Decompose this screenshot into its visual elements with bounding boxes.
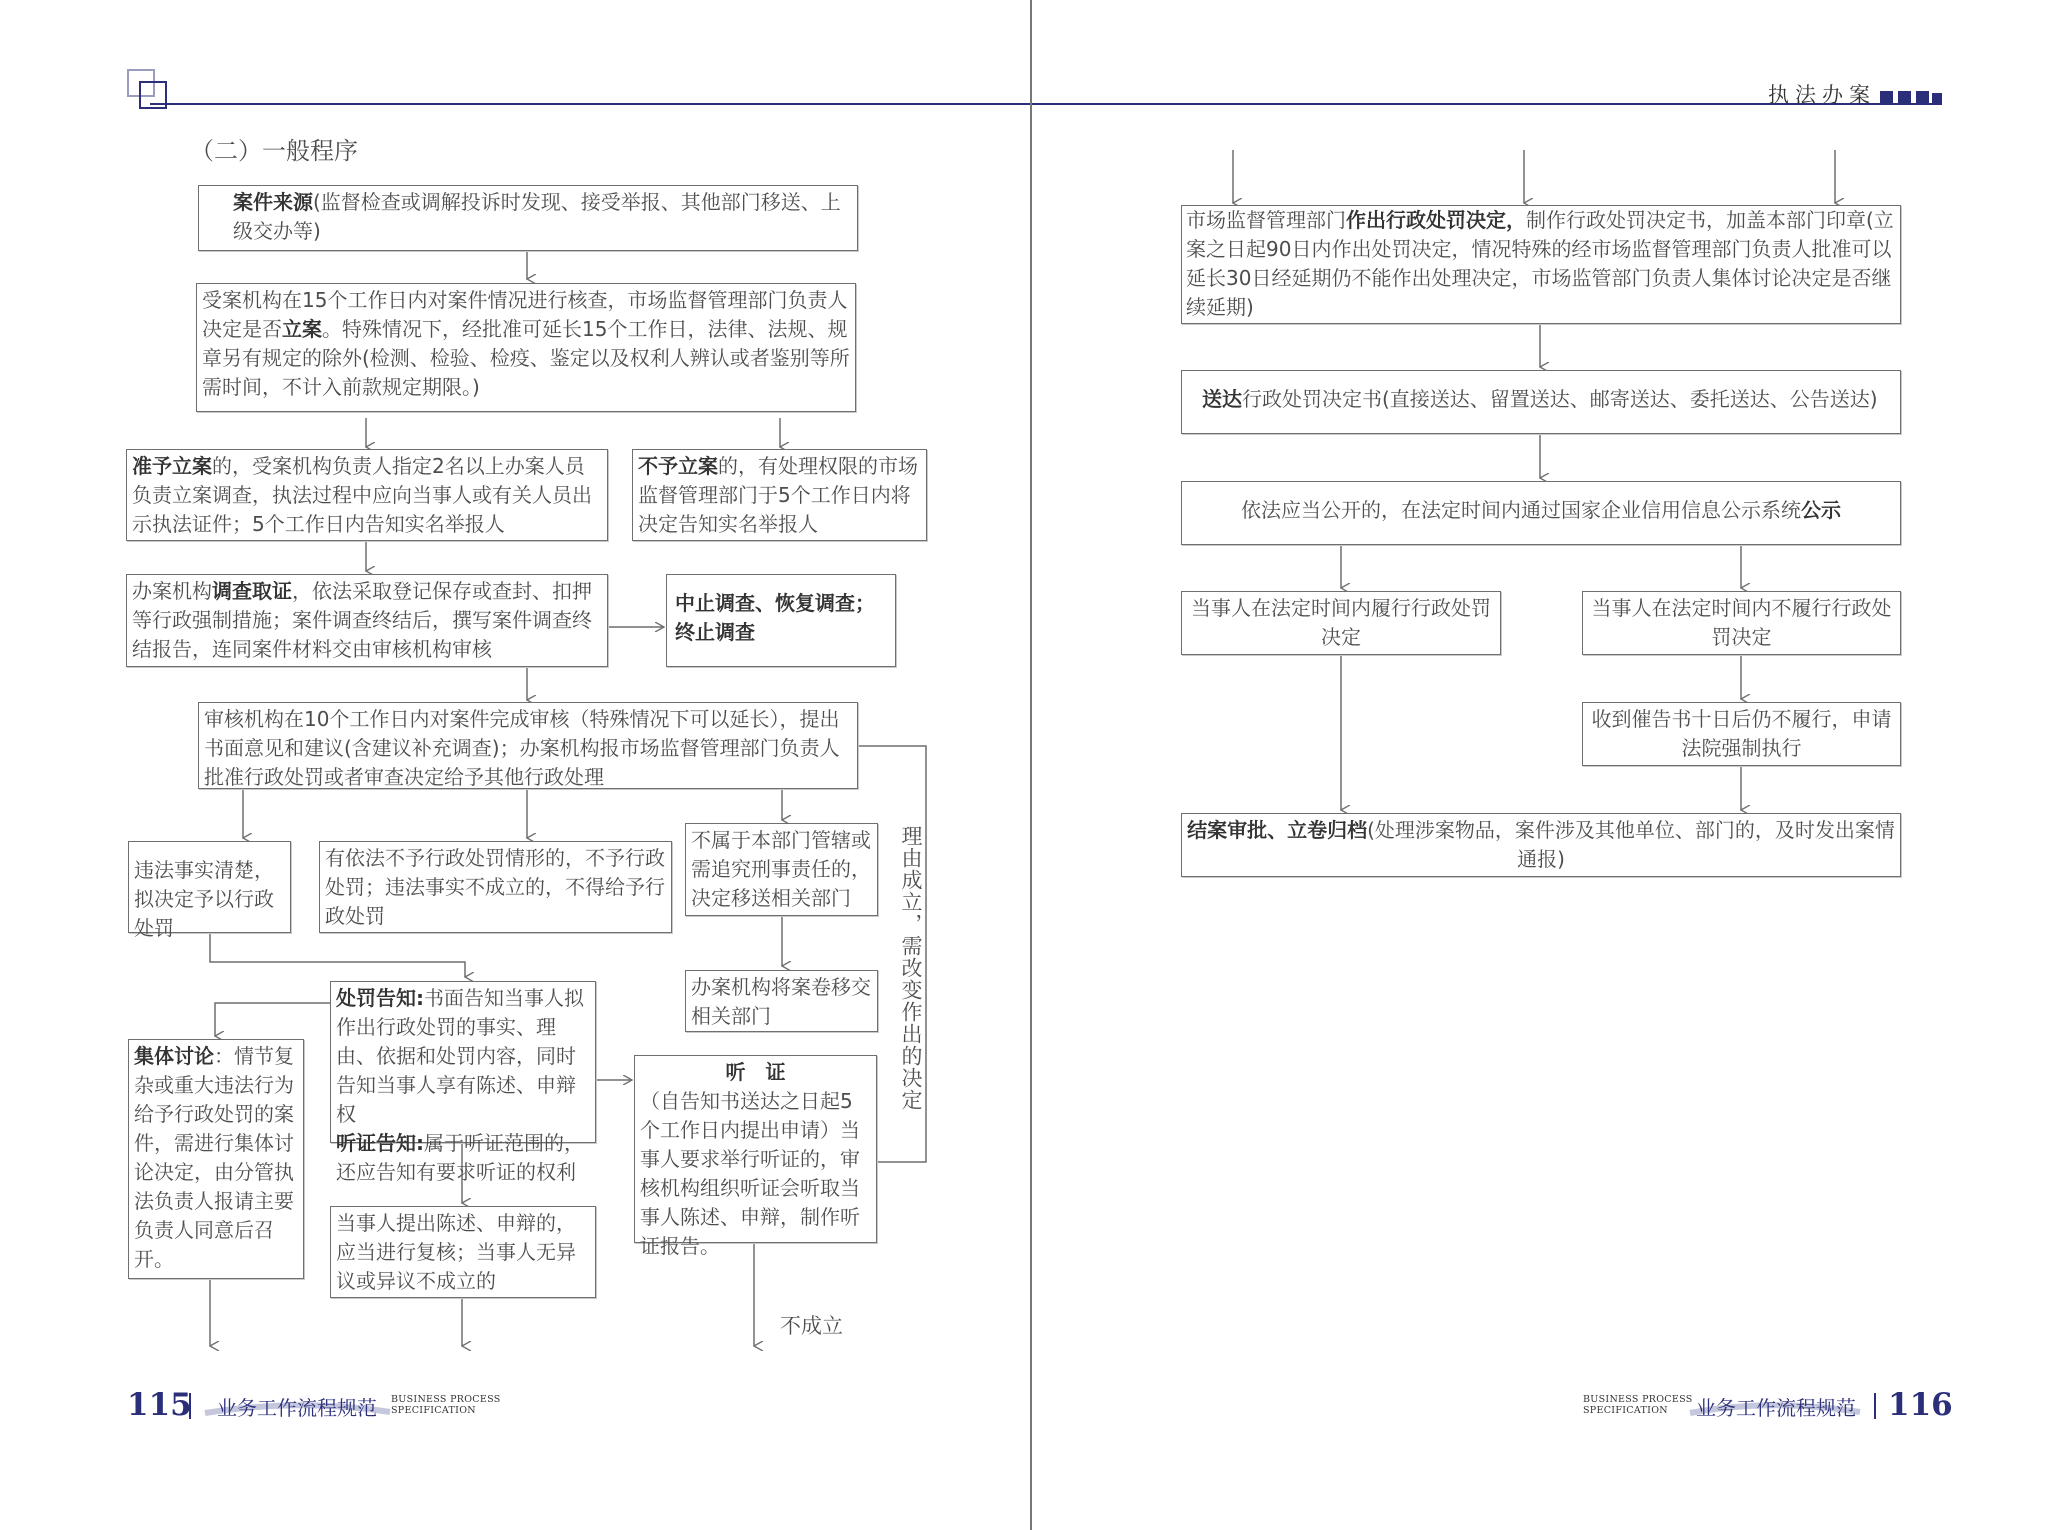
footer-english-right	[1583, 1394, 1693, 1416]
case-source-label: 案件来源	[233, 190, 313, 214]
publicity-text: 依法应当公开的，在法定时间内通过国家企业信用信息公示系统	[1241, 498, 1801, 522]
case-filing-label: 立案	[282, 317, 322, 341]
case-source-text: (监督检查或调解投诉时发现、接受举报、其他部门移送、上级交办等)	[233, 190, 841, 243]
footer-english-line-2: SPECIFICATION	[391, 1405, 476, 1416]
delivery-label: 送达	[1202, 387, 1242, 411]
suspend-line-2: 终止调查	[675, 620, 755, 644]
investigation-text-2: ，依法采取登记保存或查封、扣押等行政强制措施；案件调查终结后，撰写案件调查终结报告，连同案件材料交由审核机构审核	[132, 579, 592, 661]
publicity-label: 公示	[1801, 498, 1841, 522]
case-closing-text: (处理涉案物品，案件涉及其他单位、部门的，及时发出案情通报)	[1367, 818, 1895, 871]
not-comply-box	[1582, 591, 1901, 655]
no-penalty-text: 有依法不予行政处罚情形的，不予行政处罚；违法事实不成立的，不得给予行政处罚	[325, 846, 665, 928]
case-closing-box	[1181, 813, 1901, 877]
investigation-label: 调查取证	[212, 579, 292, 603]
approve-filing-label: 准予立案	[132, 454, 212, 478]
enforcement-box	[1582, 702, 1901, 766]
reason-established-note: 理由成立，需改变作出的决定	[899, 825, 923, 1111]
footer-english-line-1-right: BUSINESS PROCESS	[1583, 1394, 1693, 1405]
hearing-text: （自告知书送达之日起5个工作日内提出申请）当事人要求举行听证的，审核机构组织听证会听取当事人陈述、申辩，制作听证报告。	[640, 1089, 860, 1258]
section-title: （二）一般程序	[190, 137, 358, 165]
reject-filing-label: 不予立案	[638, 454, 718, 478]
page-number-right: 116	[1888, 1387, 1953, 1423]
investigation-box	[126, 574, 608, 667]
case-filing-text-2: 。特殊情况下，经批准可延长15个工作日，法律、法规、规章另有规定的除外(检测、检验、检疫、鉴定以及权利人辨认或者鉴别等所需时间，不计入前款规定期限。)	[202, 317, 850, 399]
investigation-text: 办案机构	[132, 579, 212, 603]
statement-box	[330, 1206, 596, 1298]
not-established-label: 不成立	[780, 1314, 843, 1338]
suspend-box	[666, 574, 896, 667]
review-box	[198, 702, 858, 789]
approve-filing-text: 的，受案机构负责人指定2名以上办案人员负责立案调查，执法过程中应向当事人或有关人员出示执法证件；5个工作日内告知实名举报人	[132, 454, 592, 536]
publicity-box	[1181, 481, 1901, 545]
penalty-notice-text: 书面告知当事人拟作出行政处罚的事实、理由、依据和处罚内容，同时告知当事人享有陈述、申辩权	[336, 986, 584, 1126]
case-closing-label: 结案审批、立卷归档	[1187, 818, 1368, 842]
footer-english-line-1: BUSINESS PROCESS	[391, 1394, 501, 1405]
delivery-box	[1181, 370, 1901, 434]
penalty-notice-label: 处罚告知:	[336, 986, 424, 1010]
footer-english-left	[391, 1394, 501, 1416]
footer-english-line-2-right: SPECIFICATION	[1583, 1405, 1668, 1416]
footer-title-right: 业务工作流程规范	[1696, 1396, 1856, 1420]
delivery-text: 行政处罚决定书(直接送达、留置送达、邮寄送达、委托送达、公告送达)	[1242, 387, 1878, 411]
facts-clear-text: 违法事实清楚，拟决定予以行政处罚	[134, 858, 274, 940]
enforcement-text: 收到催告书十日后仍不履行，申请法院强制执行	[1591, 707, 1892, 760]
collective-discussion-box	[128, 1039, 304, 1279]
no-penalty-box	[319, 841, 672, 933]
page-number-left: 115	[127, 1387, 192, 1423]
transfer-file-text: 办案机构将案卷移交相关部门	[691, 975, 871, 1028]
hearing-notice-label: 听证告知:	[336, 1131, 424, 1155]
case-source-box	[198, 185, 858, 251]
transfer-box	[685, 823, 878, 916]
collective-discussion-text: ：情节复杂或重大违法行为给予行政处罚的案件，需进行集体讨论决定，由分管执法负责人报请主要负责人同意后召开。	[134, 1044, 294, 1271]
penalty-decision-label: 作出行政处罚决定，	[1346, 208, 1526, 232]
transfer-text: 不属于本部门管辖或需追究刑事责任的，决定移送相关部门	[691, 828, 871, 910]
facts-clear-box	[128, 841, 291, 940]
penalty-decision-text-2: 制作行政处罚决定书，加盖本部门印章(立案之日起90日内作出处罚决定，情况特殊的经市场监督管理部门负责人批准可以延长30日经延期仍不能作出处理决定，市场监管部门负责人集体讨论决定是否继续延期)	[1186, 208, 1894, 319]
comply-box	[1181, 591, 1501, 655]
penalty-notice-box	[330, 981, 596, 1184]
case-filing-box	[196, 283, 856, 412]
hearing-notice-text: 属于听证范围的，还应告知有要求听证的权利	[336, 1131, 584, 1184]
reject-filing-text: 的，有处理权限的市场监督管理部门于5个工作日内将决定告知实名举报人	[638, 454, 918, 536]
hearing-title: 听 证	[725, 1060, 786, 1084]
collective-discussion-label: 集体讨论	[134, 1044, 214, 1068]
not-comply-text: 当事人在法定时间内不履行行政处罚决定	[1591, 596, 1892, 649]
footer-title-left: 业务工作流程规范	[217, 1396, 377, 1420]
comply-text: 当事人在法定时间内履行行政处罚决定	[1191, 596, 1491, 649]
hearing-box	[634, 1055, 877, 1258]
transfer-file-box	[685, 970, 878, 1032]
review-text: 审核机构在10个工作日内对案件完成审核（特殊情况下可以延长），提出书面意见和建议(含建议补充调查)；办案机构报市场监督管理部门负责人批准行政处罚或者审查决定给予其他行政处理	[204, 707, 840, 789]
running-header-title: 执法办案	[1768, 83, 1876, 107]
reject-filing-box	[632, 449, 927, 541]
suspend-line-1: 中止调查、恢复调查；	[675, 591, 875, 615]
penalty-decision-box	[1181, 205, 1901, 324]
penalty-decision-text: 市场监督管理部门	[1186, 208, 1346, 232]
statement-text: 当事人提出陈述、申辩的，应当进行复核；当事人无异议或异议不成立的	[336, 1211, 576, 1293]
case-filing-text: 受案机构在15个工作日内对案件情况进行核查，市场监督管理部门负责人决定是否	[202, 288, 848, 341]
approve-filing-box	[126, 449, 608, 541]
